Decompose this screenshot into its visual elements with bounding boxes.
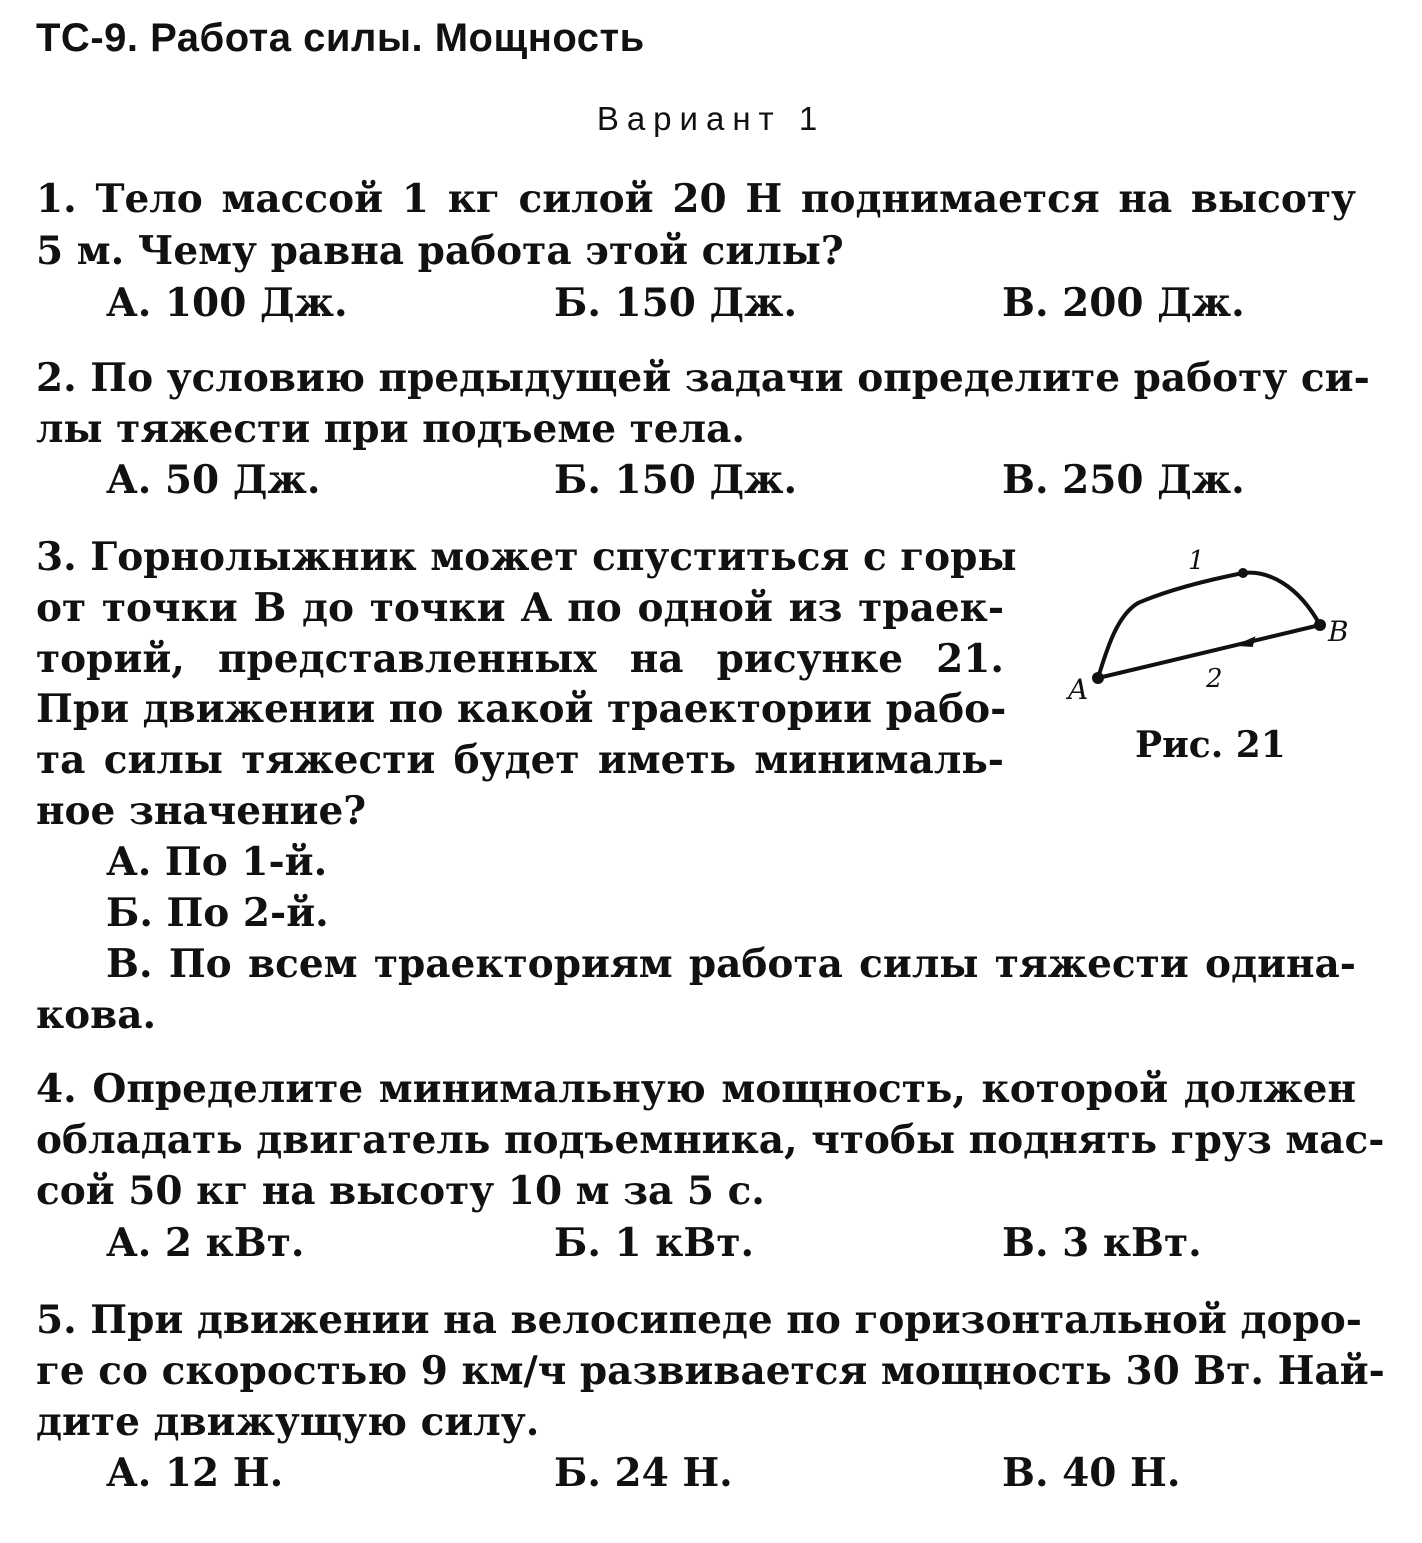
question-5-option-a: А. 12 Н.	[106, 1450, 284, 1496]
question-2-line-1: 2. По условию предыдущей задачи определите работу си-	[36, 355, 1370, 401]
question-2-option-b: Б. 150 Дж.	[554, 457, 798, 503]
question-2-option-c: В. 250 Дж.	[1002, 457, 1245, 503]
question-5-option-b: Б. 24 Н.	[554, 1450, 733, 1496]
question-1-option-a: А. 100 Дж.	[106, 280, 348, 326]
question-3-line-3: торий, представленных на рисунке 21.	[36, 636, 1004, 682]
point-b-label: B	[1328, 615, 1349, 648]
question-5-line-3: дите движущую силу.	[36, 1399, 540, 1445]
point-a-dot	[1092, 672, 1104, 684]
question-3-line-6: ное значение?	[36, 788, 367, 834]
question-3-option-a: А. По 1-й.	[106, 839, 328, 885]
question-2-line-2: лы тяжести при подъеме тела.	[36, 406, 745, 452]
question-5-option-c: В. 40 Н.	[1002, 1450, 1181, 1496]
question-3-line-4: При движении по какой траектории рабо-	[36, 686, 1007, 732]
question-1-line-1: 1. Тело массой 1 кг силой 20 Н поднимается на высоту	[36, 176, 1356, 222]
question-1-option-c: В. 200 Дж.	[1002, 280, 1245, 326]
question-3-line-5: та силы тяжести будет иметь минималь-	[36, 737, 1004, 783]
question-4-option-b: Б. 1 кВт.	[554, 1220, 755, 1266]
question-4-line-3: сой 50 кг на высоту 10 м за 5 с.	[36, 1168, 765, 1214]
variant-label: Вариант 1	[596, 100, 826, 137]
page-title: ТС-9. Работа силы. Мощность	[36, 16, 645, 60]
question-5-line-2: ге со скоростью 9 км/ч развивается мощность 30 Вт. Най-	[36, 1348, 1385, 1394]
point-a-label: A	[1068, 673, 1089, 706]
question-4-line-1: 4. Определите минимальную мощность, которой должен	[36, 1066, 1356, 1112]
point-b-dot	[1314, 619, 1326, 631]
trajectory-1-label: 1	[1188, 546, 1205, 576]
question-3-line-1: 3. Горнолыжник может спуститься с горы	[36, 534, 1017, 580]
trajectory-2-label: 2	[1206, 664, 1223, 694]
question-1-line-2: 5 м. Чему равна работа этой силы?	[36, 228, 844, 274]
trajectory-1-marker	[1238, 568, 1248, 578]
question-4-line-2: обладать двигатель подъемника, чтобы поднять груз мас-	[36, 1117, 1385, 1163]
question-1-option-b: Б. 150 Дж.	[554, 280, 798, 326]
question-2-option-a: А. 50 Дж.	[106, 457, 321, 503]
trajectory-1-path	[1098, 573, 1320, 678]
question-3-option-c-line-1: В. По всем траекториям работа силы тяжести одина-	[106, 941, 1356, 987]
question-3-option-c-line-2: кова.	[36, 992, 157, 1038]
question-3-option-b: Б. По 2-й.	[106, 890, 329, 936]
question-4-option-c: В. 3 кВт.	[1002, 1220, 1202, 1266]
question-4-option-a: А. 2 кВт.	[106, 1220, 305, 1266]
figure-caption: Рис. 21	[1135, 724, 1286, 766]
question-3-line-2: от точки B до точки A по одной из траек-	[36, 585, 1004, 631]
question-5-line-1: 5. При движении на велосипеде по горизонтальной доро-	[36, 1297, 1362, 1343]
